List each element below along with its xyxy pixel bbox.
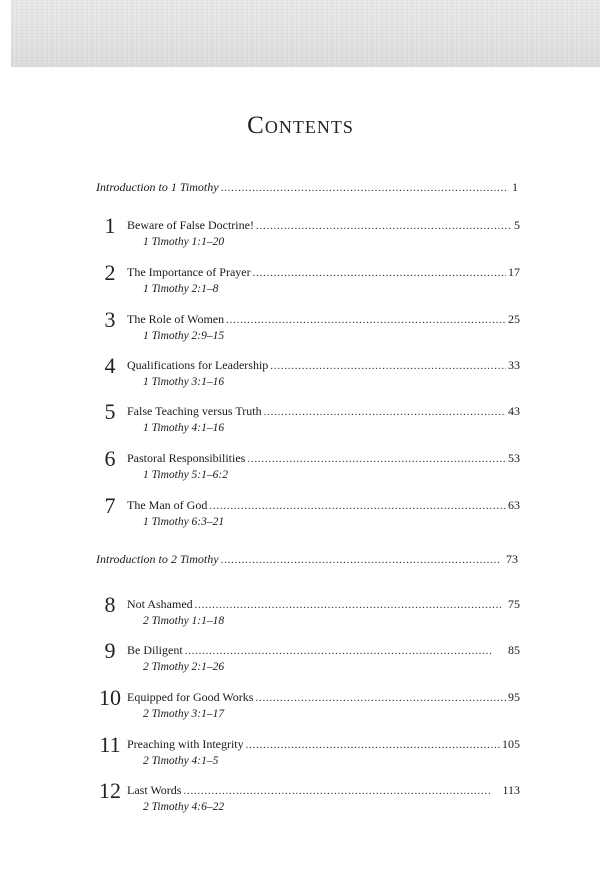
- chapter-page-number: 75: [508, 597, 520, 611]
- chapter-number: 11: [99, 732, 121, 757]
- chapter-page-number: 33: [508, 358, 520, 372]
- chapter-title: Equipped for Good Works: [127, 690, 254, 704]
- scripture-reference: 2 Timothy 4:6–22: [143, 801, 225, 813]
- toc-chapter-7[interactable]: [96, 494, 520, 534]
- dot-leader: [185, 645, 506, 657]
- toc-chapter-3[interactable]: [96, 308, 520, 348]
- chapter-number: 8: [104, 592, 116, 617]
- scripture-reference: 2 Timothy 4:1–5: [143, 755, 219, 767]
- toc-chapter-8[interactable]: [96, 593, 520, 633]
- chapter-title: Not Ashamed: [127, 597, 193, 611]
- intro-page-number: 73: [506, 552, 518, 566]
- intro-label: Introduction to 1 Timothy: [96, 180, 219, 194]
- chapter-number: 3: [104, 307, 116, 332]
- chapter-title: The Importance of Prayer: [127, 265, 251, 279]
- chapter-title: Preaching with Integrity: [127, 737, 244, 751]
- chapter-page-number: 25: [508, 312, 520, 326]
- dot-leader: [255, 692, 506, 704]
- chapter-number: 10: [99, 685, 121, 710]
- chapter-number: 6: [104, 446, 116, 471]
- scripture-reference: 1 Timothy 2:9–15: [143, 330, 225, 342]
- toc-chapter-9[interactable]: [96, 639, 520, 679]
- scripture-reference: 1 Timothy 1:1–20: [143, 236, 225, 248]
- chapter-number: 5: [104, 399, 116, 424]
- scripture-reference: 2 Timothy 2:1–26: [143, 661, 225, 673]
- scripture-reference: 1 Timothy 3:1–16: [143, 376, 225, 388]
- toc-chapter-5[interactable]: [96, 400, 520, 440]
- dot-leader: [256, 220, 512, 232]
- chapter-number: 12: [99, 778, 121, 803]
- toc-chapter-6[interactable]: [96, 447, 520, 487]
- chapter-page-number: 43: [508, 404, 520, 418]
- chapter-page-number: 53: [508, 451, 520, 465]
- scripture-reference: 1 Timothy 6:3–21: [143, 516, 225, 528]
- dot-leader: [247, 453, 506, 465]
- dot-leader: [195, 599, 506, 611]
- chapter-title: Qualifications for Leadership: [127, 358, 269, 372]
- chapter-title: Pastoral Responsibilities: [127, 451, 246, 465]
- scripture-reference: 1 Timothy 4:1–16: [143, 422, 225, 434]
- dot-leader: [221, 554, 500, 566]
- chapter-title: Be Diligent: [127, 643, 183, 657]
- chapter-title: Last Words: [127, 783, 182, 797]
- dot-leader: [270, 360, 506, 372]
- toc-intro-2-timothy[interactable]: [96, 552, 518, 570]
- dot-leader: [221, 182, 506, 194]
- chapter-number: 7: [104, 493, 116, 518]
- toc-intro-1-timothy[interactable]: [96, 180, 518, 198]
- toc-chapter-2[interactable]: [96, 261, 520, 301]
- intro-page-number: 1: [512, 180, 518, 194]
- toc-chapter-12[interactable]: [96, 779, 520, 819]
- page-title: Contents: [247, 112, 354, 139]
- chapter-page-number: 17: [508, 265, 520, 279]
- chapter-title: False Teaching versus Truth: [127, 404, 262, 418]
- dot-leader: [253, 267, 506, 279]
- chapter-page-number: 63: [508, 498, 520, 512]
- toc-chapter-11[interactable]: [96, 733, 520, 773]
- scripture-reference: 2 Timothy 1:1–18: [143, 615, 225, 627]
- chapter-title: Beware of False Doctrine!: [127, 218, 254, 232]
- chapter-number: 2: [104, 260, 116, 285]
- scripture-reference: 2 Timothy 3:1–17: [143, 708, 225, 720]
- chapter-number: 1: [104, 213, 116, 238]
- chapter-page-number: 105: [502, 737, 520, 751]
- toc-chapter-10[interactable]: [96, 686, 520, 726]
- chapter-page-number: 85: [508, 643, 520, 657]
- chapter-number: 9: [104, 638, 116, 663]
- dot-leader: [209, 500, 506, 512]
- dot-leader: [226, 314, 506, 326]
- dot-leader: [183, 785, 500, 797]
- chapter-title: The Man of God: [127, 498, 208, 512]
- header-banner: [11, 0, 600, 67]
- chapter-page-number: 113: [502, 783, 520, 797]
- toc-chapter-1[interactable]: [96, 214, 520, 254]
- toc-chapter-4[interactable]: [96, 354, 520, 394]
- intro-label: Introduction to 2 Timothy: [96, 552, 219, 566]
- chapter-title: The Role of Women: [127, 312, 225, 326]
- dot-leader: [246, 739, 500, 751]
- dot-leader: [264, 406, 506, 418]
- chapter-page-number: 5: [514, 218, 520, 232]
- chapter-number: 4: [104, 353, 116, 378]
- chapter-page-number: 95: [508, 690, 520, 704]
- scripture-reference: 1 Timothy 2:1–8: [143, 283, 219, 295]
- scripture-reference: 1 Timothy 5:1–6:2: [143, 469, 228, 481]
